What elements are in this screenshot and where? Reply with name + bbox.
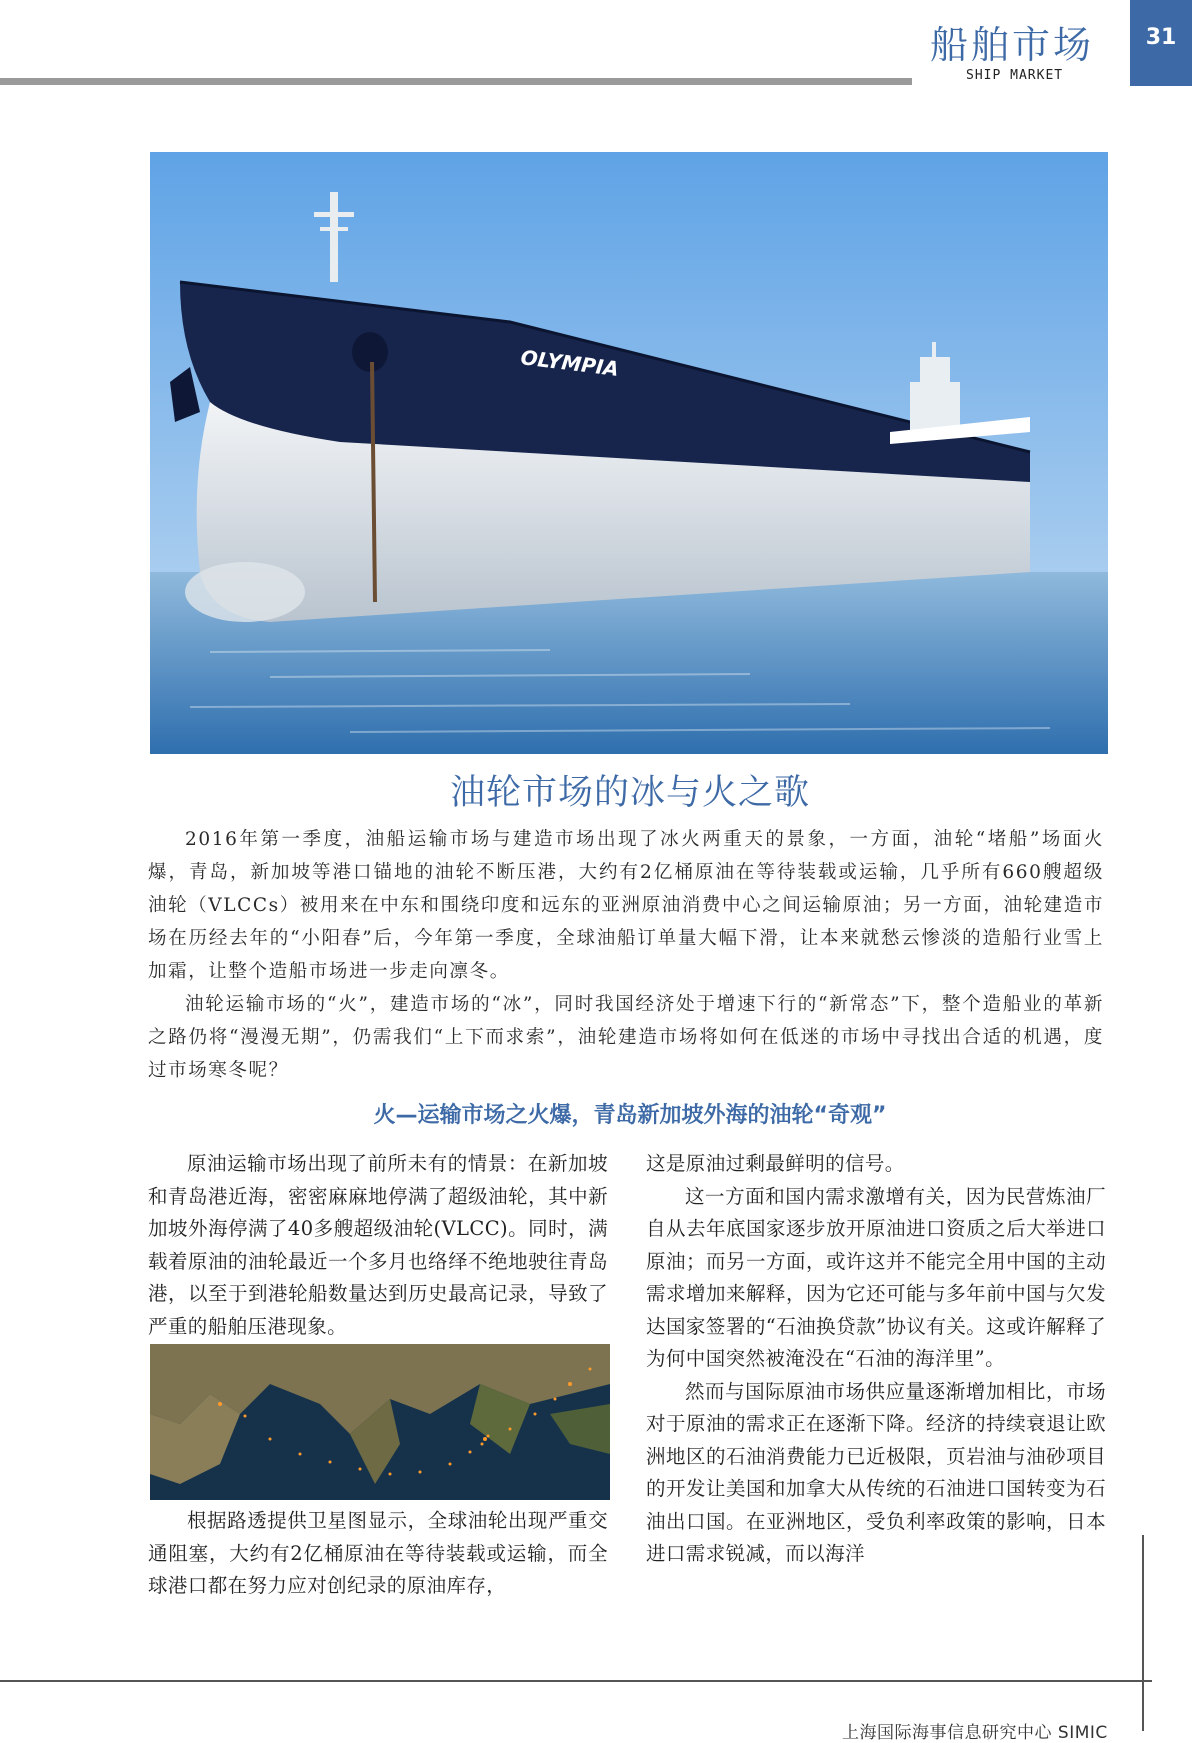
header-rule [0,78,912,85]
footer-rule [0,1680,1152,1682]
left-column-top [148,1148,608,1343]
footer-side-rule [1142,1535,1144,1731]
body-paragraph: 这一方面和国内需求激增有关，因为民营炼油厂自从去年底国家逐步放开原油进口资质之后大举进口原油；而另一方面，或许这并不能完全用中国的主动需求增加来解释，因为它还可能与多年前中国与欠发达国家签署的“石油换贷款”协议有关。这或许解释了为何中国突然被淹没在“石油的海洋里”。 [646,1184,1106,1370]
intro-paragraph: 2016年第一季度，油船运输市场与建造市场出现了冰火两重天的景象，一方面，油轮“堵船”场面火爆，青岛，新加坡等港口锚地的油轮不断压港，大约有2亿桶原油在等待装载或运输，几乎所有660艘超级油轮（VLCCs）被用来在中东和围绕印度和远东的亚洲原油消费中心之间运输原油；另一方面，油轮建造市场在历经去年的“小阳春”后，今年第一季度，全球油船订单量大幅下滑，让本来就愁云惨淡的造船行业雪上加霜，让整个造船市场进一步走向凛冬。 [148,829,1104,982]
article-title: 油轮市场的冰与火之歌 [449,773,810,813]
page-number: 31 [1130,0,1192,86]
intro-paragraph: 油轮运输市场的“火”，建造市场的“冰”，同时我国经济处于增速下行的“新常态”下，整个造船业的革新之路仍将“漫漫无期”，仍需我们“上下而求索”，油轮建造市场将如何在低迷的市场中寻找出合适的机遇，度过市场寒冬呢？ [148,994,1104,1081]
right-column [646,1148,1106,1571]
section-title: 船舶市场 [930,23,1095,67]
body-paragraph: 根据路透提供卫星图显示，全球油轮出现严重交通阻塞，大约有2亿桶原油在等待装载或运输，而全球港口都在努力应对创纪录的原油库存， [148,1509,608,1597]
body-paragraph: 然而与国际原油市场供应量逐渐增加相比，市场对于原油的需求正在逐渐下降。经济的持续衰退让欧洲地区的石油消费能力已近极限，页岩油与油砂项目的开发让美国和加拿大从传统的石油进口国转变为石油出口国。在亚洲地区，受负利率政策的影响，日本进口需求锐减，而以海洋 [646,1379,1106,1565]
section-subtitle: SHIP MARKET [966,68,1064,83]
footer-organization: 上海国际海事信息研究中心 SIMIC [842,1723,1108,1743]
left-column-bottom [148,1505,608,1603]
satellite-map-image [150,1344,610,1500]
ship-name-text: OLYMPIA [519,345,621,381]
body-paragraph: 这是原油过剩最鲜明的信号。 [646,1152,905,1175]
tanker-photo [150,152,1108,754]
article-intro [148,823,1104,1087]
body-paragraph: 原油运输市场出现了前所未有的情景：在新加坡和青岛港近海，密密麻麻地停满了超级油轮，其中新加坡外海停满了40多艘超级油轮(VLCC)。同时，满载着原油的油轮最近一个多月也络绎不绝地驶往青岛港，以至于到港轮船数量达到历史最高记录，导致了严重的船舶压港现象。 [148,1152,608,1338]
section-subheading: 火—运输市场之火爆，青岛新加坡外海的油轮“奇观” [373,1103,887,1128]
